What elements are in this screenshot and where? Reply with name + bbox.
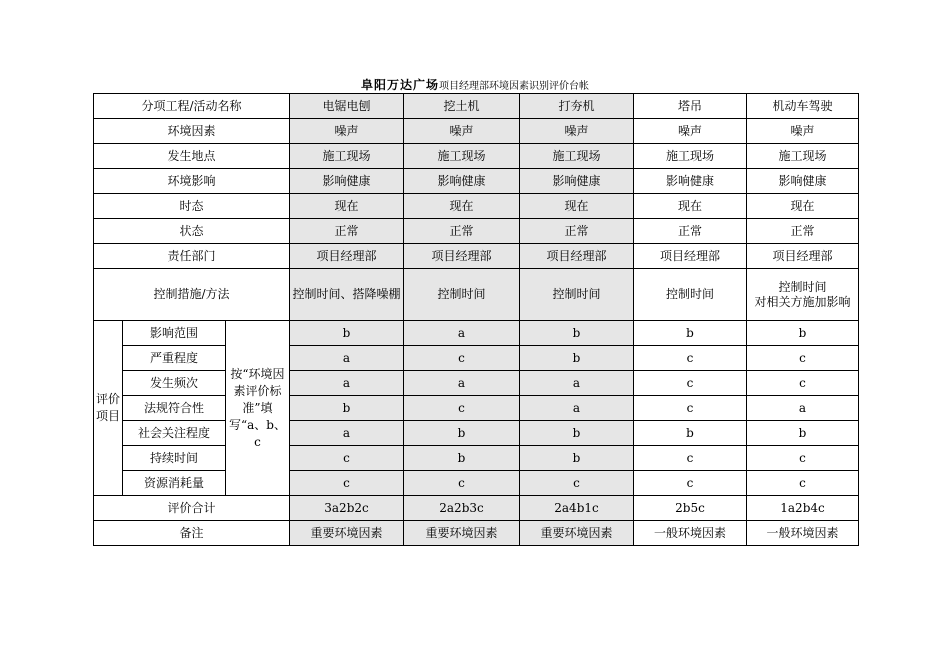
info-row-cell: 影响健康 <box>290 169 404 194</box>
info-row-cell: 现在 <box>520 194 634 219</box>
eval-row-label: 发生频次 <box>123 371 226 396</box>
remark-row <box>94 521 859 546</box>
eval-row <box>94 371 859 396</box>
info-row-cell: 项目经理部 <box>520 244 634 269</box>
info-row <box>94 219 859 244</box>
eval-row-cell: a <box>290 346 404 371</box>
info-row-cell: 项目经理部 <box>634 244 747 269</box>
info-row-cell: 噪声 <box>634 119 747 144</box>
info-row-cell: 噪声 <box>290 119 404 144</box>
remark-row-cell: 一般环境因素 <box>747 521 859 546</box>
info-row-cell: 噪声 <box>404 119 520 144</box>
eval-row-label: 资源消耗量 <box>123 471 226 496</box>
column-header: 塔吊 <box>634 94 747 119</box>
info-row-cell: 项目经理部 <box>404 244 520 269</box>
info-row-label: 环境影响 <box>94 169 290 194</box>
info-row-cell: 正常 <box>520 219 634 244</box>
info-row <box>94 119 859 144</box>
remark-row-cell: 重要环境因素 <box>290 521 404 546</box>
eval-row-cell: b <box>520 346 634 371</box>
total-row <box>94 496 859 521</box>
eval-row-label: 法规符合性 <box>123 396 226 421</box>
eval-row-cell: b <box>520 321 634 346</box>
header-row <box>94 94 859 119</box>
remark-row-cell: 一般环境因素 <box>634 521 747 546</box>
info-row-cell: 正常 <box>634 219 747 244</box>
remark-row-cell: 重要环境因素 <box>520 521 634 546</box>
eval-row-cell: b <box>747 321 859 346</box>
info-row-cell: 施工现场 <box>747 144 859 169</box>
info-row <box>94 144 859 169</box>
eval-row-cell: b <box>290 321 404 346</box>
info-row-cell: 现在 <box>634 194 747 219</box>
info-row-label: 责任部门 <box>94 244 290 269</box>
info-row-cell: 影响健康 <box>404 169 520 194</box>
info-row-cell: 影响健康 <box>634 169 747 194</box>
total-row-cell: 2a4b1c <box>520 496 634 521</box>
info-row-cell: 施工现场 <box>520 144 634 169</box>
total-row-cell: 2a2b3c <box>404 496 520 521</box>
eval-row-cell: b <box>290 396 404 421</box>
eval-row-cell: c <box>634 396 747 421</box>
info-row <box>94 194 859 219</box>
eval-row-cell: a <box>404 321 520 346</box>
eval-row-cell: b <box>634 421 747 446</box>
eval-row-label: 影响范围 <box>123 321 226 346</box>
info-row-cell: 正常 <box>290 219 404 244</box>
eval-row-cell: b <box>747 421 859 446</box>
eval-row-cell: b <box>404 421 520 446</box>
column-header: 机动车驾驶 <box>747 94 859 119</box>
eval-row-cell: c <box>634 371 747 396</box>
eval-row <box>94 471 859 496</box>
eval-row-cell: a <box>520 396 634 421</box>
info-row-label: 环境因素 <box>94 119 290 144</box>
eval-row-cell: c <box>290 446 404 471</box>
column-header: 打夯机 <box>520 94 634 119</box>
info-row-cell: 施工现场 <box>634 144 747 169</box>
eval-row-cell: a <box>520 371 634 396</box>
info-row-cell: 现在 <box>404 194 520 219</box>
eval-row-label: 社会关注程度 <box>123 421 226 446</box>
eval-row <box>94 421 859 446</box>
eval-row-cell: a <box>290 421 404 446</box>
header-label: 分项工程/活动名称 <box>94 94 290 119</box>
remark-row-label: 备注 <box>94 521 290 546</box>
info-row-cell: 施工现场 <box>404 144 520 169</box>
eval-row-cell: c <box>290 471 404 496</box>
info-row <box>94 169 859 194</box>
info-row-cell: 正常 <box>747 219 859 244</box>
eval-group-label: 评价项目 <box>94 321 123 496</box>
info-row-label: 发生地点 <box>94 144 290 169</box>
info-row-cell: 项目经理部 <box>747 244 859 269</box>
eval-row-cell: c <box>747 446 859 471</box>
info-row <box>94 244 859 269</box>
column-header: 电锯电刨 <box>290 94 404 119</box>
eval-row-cell: c <box>747 471 859 496</box>
eval-row <box>94 446 859 471</box>
eval-row-label: 持续时间 <box>123 446 226 471</box>
eval-criteria-note: 按“环境因素评价标准”填写“a、b、c <box>226 321 290 496</box>
eval-row-label: 严重程度 <box>123 346 226 371</box>
eval-row-cell: b <box>520 446 634 471</box>
total-row-cell: 1a2b4c <box>747 496 859 521</box>
info-row-cell: 影响健康 <box>747 169 859 194</box>
eval-row-cell: c <box>404 471 520 496</box>
control-row-label: 控制措施/方法 <box>94 269 290 321</box>
control-row-cell: 控制时间 对相关方施加影响 <box>747 269 859 321</box>
eval-row <box>94 346 859 371</box>
eval-row-cell: c <box>747 371 859 396</box>
info-row-cell: 噪声 <box>520 119 634 144</box>
control-row-cell: 控制时间、搭降噪棚 <box>290 269 404 321</box>
eval-row-cell: b <box>634 321 747 346</box>
eval-row-cell: c <box>747 346 859 371</box>
remark-row-cell: 重要环境因素 <box>404 521 520 546</box>
info-row-cell: 项目经理部 <box>290 244 404 269</box>
eval-row <box>94 396 859 421</box>
eval-row-cell: a <box>290 371 404 396</box>
eval-row <box>94 321 859 346</box>
info-row-label: 时态 <box>94 194 290 219</box>
eval-row-cell: c <box>634 471 747 496</box>
control-row <box>94 269 859 321</box>
eval-row-cell: c <box>520 471 634 496</box>
eval-row-cell: a <box>747 396 859 421</box>
total-row-cell: 3a2b2c <box>290 496 404 521</box>
info-row-cell: 噪声 <box>747 119 859 144</box>
info-row-cell: 正常 <box>404 219 520 244</box>
total-row-cell: 2b5c <box>634 496 747 521</box>
title-ledger-name: 项目经理部环境因素识别评价台帐 <box>439 81 589 92</box>
eval-row-cell: c <box>404 396 520 421</box>
control-row-cell: 控制时间 <box>520 269 634 321</box>
info-row-cell: 现在 <box>290 194 404 219</box>
eval-row-cell: b <box>520 421 634 446</box>
control-row-cell: 控制时间 <box>634 269 747 321</box>
eval-row-cell: c <box>634 346 747 371</box>
info-row-cell: 现在 <box>747 194 859 219</box>
eval-row-cell: a <box>404 371 520 396</box>
info-row-label: 状态 <box>94 219 290 244</box>
evaluation-ledger-table <box>93 93 859 546</box>
eval-row-cell: b <box>404 446 520 471</box>
total-row-label: 评价合计 <box>94 496 290 521</box>
eval-row-cell: c <box>404 346 520 371</box>
title-project-name: 阜阳万达广场 <box>360 78 439 92</box>
info-row-cell: 施工现场 <box>290 144 404 169</box>
control-row-cell: 控制时间 <box>404 269 520 321</box>
column-header: 挖土机 <box>404 94 520 119</box>
eval-row-cell: c <box>634 446 747 471</box>
info-row-cell: 影响健康 <box>520 169 634 194</box>
